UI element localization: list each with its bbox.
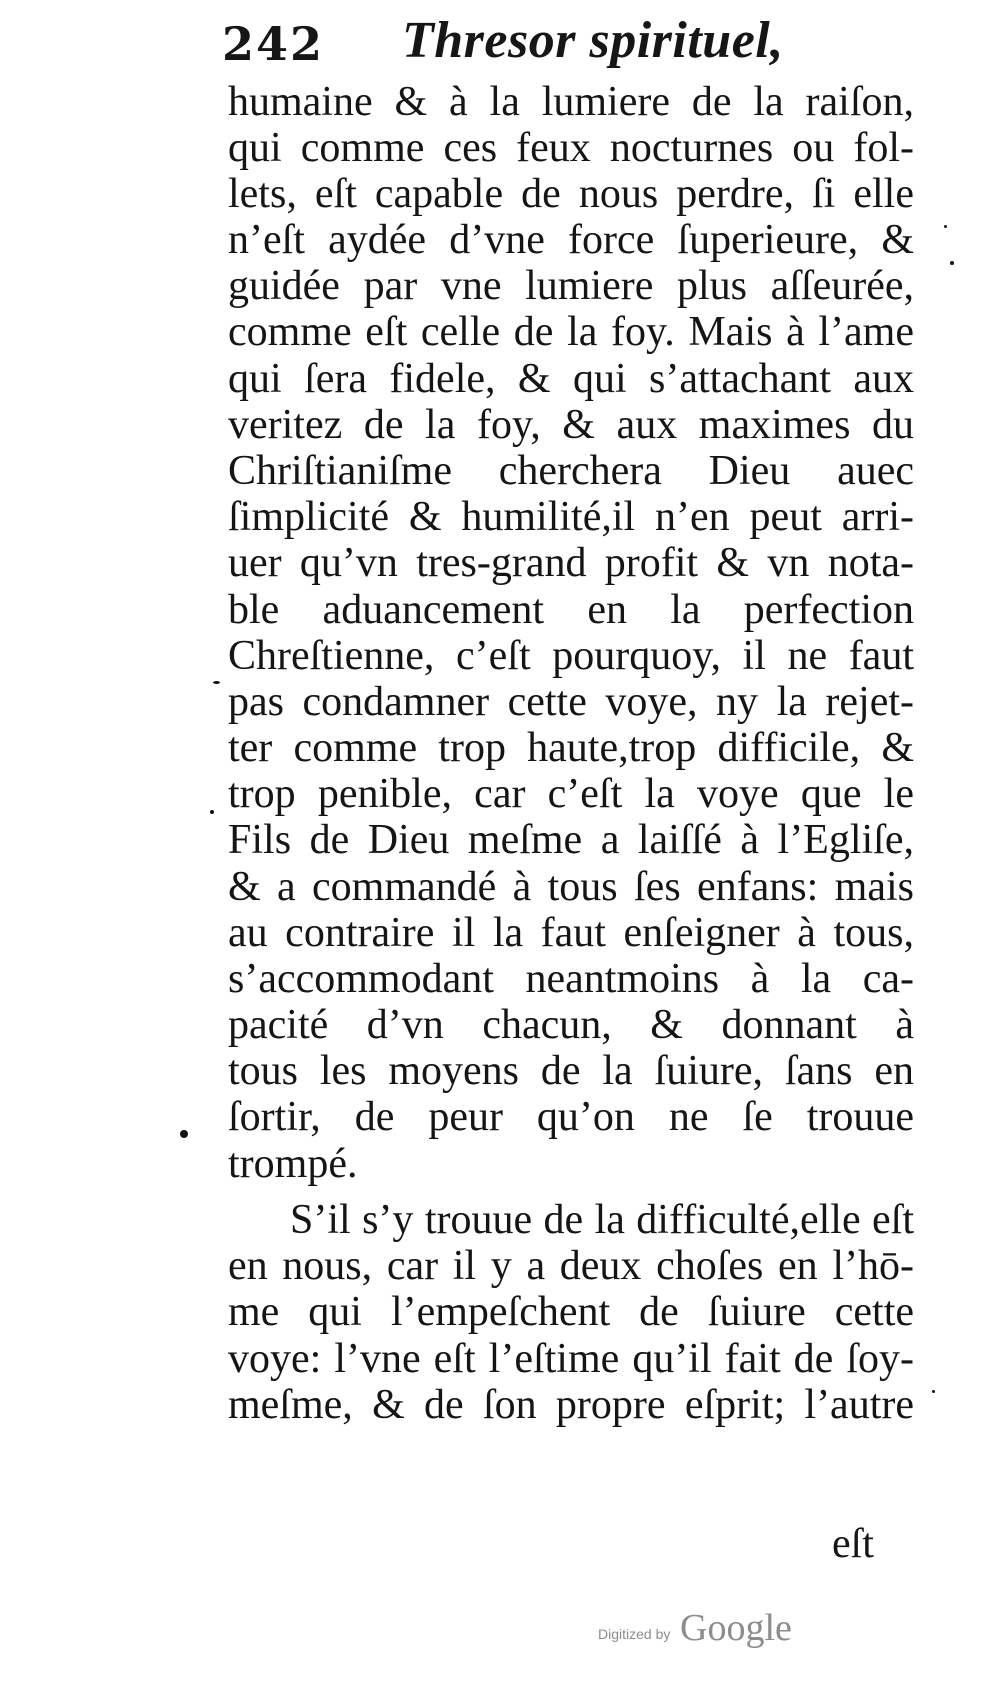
ink-speck (213, 681, 220, 684)
text-line-25: S’il s’y trouue de la difficulté,elle eſt (290, 1197, 914, 1243)
page-number: 242 (222, 17, 325, 71)
text-line-17: Fils de Dieu meſme a laiſſé à l’Egliſe, (228, 817, 914, 863)
ink-speck (932, 1390, 935, 1393)
text-line-8: veritez de la foy, & aux maximes du (228, 402, 914, 448)
text-line-9: Chriſtianiſme cherchera Dieu auec (228, 448, 914, 494)
text-line-6: comme eſt celle de la foy. Mais à l’ame (228, 309, 914, 355)
text-line-28: voye: l’vne eſt l’eſtime qu’il fait de ſoy- (228, 1336, 914, 1382)
text-line-24: trompé. (228, 1141, 358, 1187)
catchword: eſt (832, 1521, 874, 1567)
digitized-by-text: Digitized by (598, 1626, 671, 1642)
text-line-1: humaine & à la lumiere de la raiſon, (228, 79, 914, 125)
text-line-10: ſimplicité & humilité,il n’en peut arri- (228, 494, 914, 540)
text-line-23: ſortir, de peur qu’on ne ſe trouue (228, 1094, 914, 1140)
text-line-5: guidée par vne lumiere plus aſſeurée, (228, 263, 914, 309)
text-line-2: qui comme ces feux nocturnes ou fol- (228, 125, 914, 171)
text-line-20: s’accommodant neantmoins à la ca- (228, 956, 914, 1002)
text-line-19: au contraire il la faut enſeigner à tous, (228, 910, 914, 956)
text-line-21: pacité d’vn chacun, & donnant à (228, 1002, 914, 1048)
text-line-13: Chreſtienne, c’eſt pourquoy, il ne faut (228, 633, 914, 679)
ink-speck (210, 810, 214, 814)
text-line-15: ter comme trop haute,trop difficile, & (228, 725, 914, 771)
text-line-11: uer qu’vn tres-grand profit & vn nota- (228, 540, 914, 586)
text-line-18: & a commandé à tous ſes enfans: mais (228, 864, 914, 910)
text-line-14: pas condamner cette voye, ny la rejet- (228, 679, 914, 725)
text-line-12: ble aduancement en la perfection (228, 587, 914, 633)
ink-speck (950, 261, 954, 265)
text-line-29: meſme, & de ſon propre eſprit; l’autre (228, 1382, 914, 1428)
ink-speck (180, 1130, 188, 1138)
text-line-27: me qui l’empeſchent de ſuiure cette (228, 1289, 914, 1335)
running-title: Thresor spirituel, (402, 12, 784, 69)
running-head (222, 14, 922, 80)
text-line-16: trop penible, car c’eſt la voye que le (228, 771, 914, 817)
text-line-22: tous les moyens de la ſuiure, ſans en (228, 1048, 914, 1094)
text-line-26: en nous, car il y a deux choſes en l’hō- (228, 1243, 914, 1289)
ink-speck (944, 225, 947, 228)
text-line-4: n’eſt aydée d’vne force ſuperieure, & (228, 217, 914, 263)
text-line-3: lets, eſt capable de nous perdre, ſi elle (228, 171, 914, 217)
google-logo-text: Google (680, 1607, 792, 1649)
google-watermark (598, 1605, 808, 1651)
text-line-7: qui ſera fidele, & qui s’attachant aux (228, 356, 914, 402)
